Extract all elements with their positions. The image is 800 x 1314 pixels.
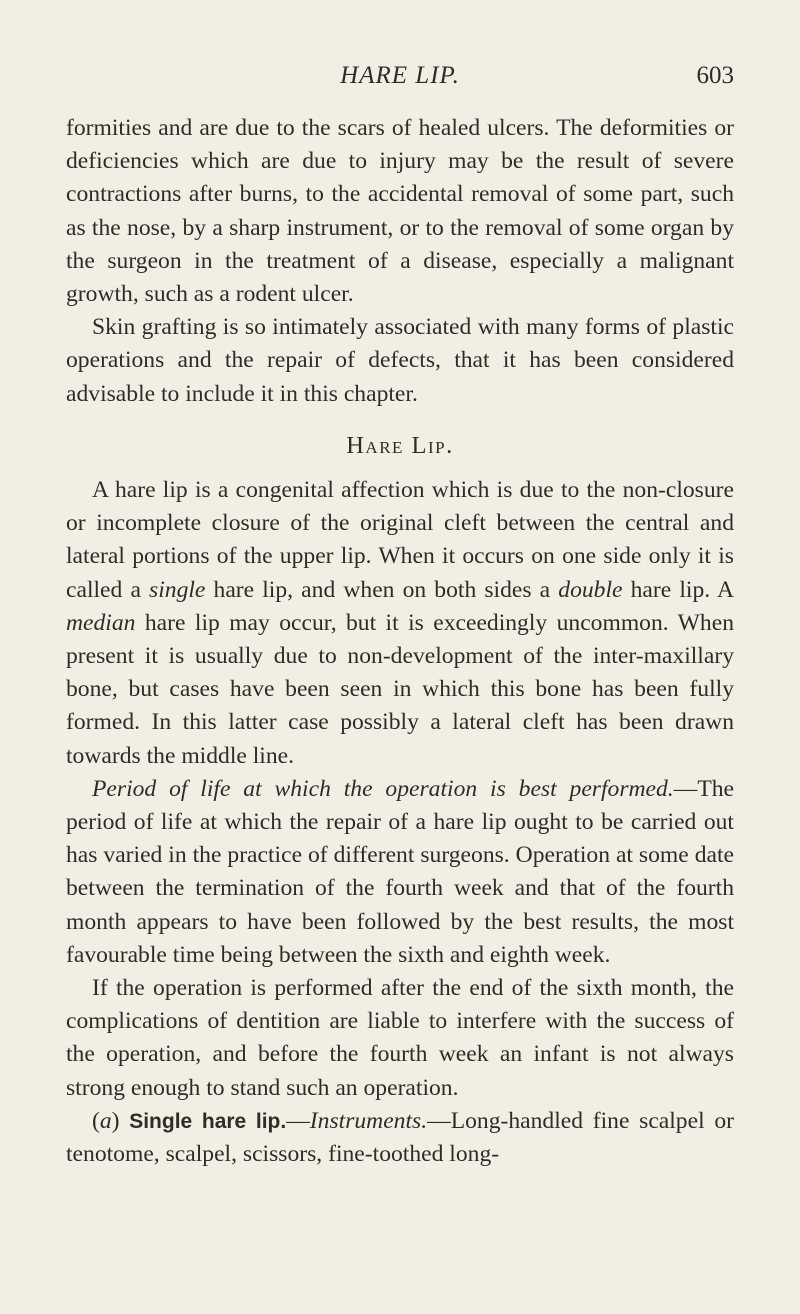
list-letter: a: [99, 1107, 112, 1134]
body-text: [66, 112, 734, 1171]
paren: ): [111, 1107, 130, 1134]
paragraph: Skin grafting is so intimately associated with many forms of plastic operations and the repair of defects, that it has been considered advisable to include it in this chapter.: [66, 314, 734, 407]
paragraph: If the operation is performed after the end of the sixth month, the complications of dentition are liable to interfere with the success of the operation, and before the fourth week an infant is not always strong enough to stand such an operation.: [66, 975, 734, 1101]
dash: —: [286, 1107, 310, 1134]
paragraph: [66, 773, 734, 972]
text-run: hare lip. A: [622, 576, 735, 603]
run-in-heading: Period of life at which the operation is best performed.: [92, 775, 674, 802]
text-run: hare lip may occur, but it is exceedingly uncommon. When present it is usually due to non-development of the inter-maxillary bone, but cases have been seen in which this bone has been fully formed. In this latter case possibly a lateral cleft has been drawn towards the middle line.: [66, 609, 734, 769]
text-run: The period of life at which the repair of a hare lip ought to be carried out has varied in the practice of different surgeons. Operation at some date between the termination of the fourth week and that of the fourth month appears to have been followed by the best results, the most favourable time being between the sixth and eighth week.: [66, 775, 734, 968]
text-run: hare lip, and when on both sides a: [205, 576, 559, 603]
paragraph: [66, 1105, 734, 1171]
emphasis: double: [558, 576, 623, 603]
dash: —: [427, 1107, 451, 1134]
text-run: Long-handled fine scalpel or tenotome, scalpel, scissors, fine-toothed long-: [66, 1107, 734, 1168]
dash: —: [673, 775, 698, 802]
emphasis: single: [149, 576, 206, 603]
text-run: A hare lip is a congenital affection which is due to the non-closure or incomplete closure of the original cleft between the central and lateral portions of the upper lip. When it occurs on one side only it is called a: [66, 477, 734, 603]
subheading: Single hare lip.: [129, 1109, 287, 1133]
paren: (: [92, 1107, 100, 1134]
section-heading: Hare Lip.: [346, 431, 454, 459]
page-number: 603: [696, 62, 734, 89]
running-head: [66, 62, 734, 96]
paragraph: formities and are due to the scars of healed ulcers. The deformities or deficiencies which are due to injury may be the result of severe contractions after burns, to the accidental removal of some part, such as the nose, by a sharp instrument, or to the removal of some organ by the surgeon in the treatment of a disease, especially a malignant growth, such as a rodent ulcer.: [66, 115, 734, 308]
running-head-title: HARE LIP.: [340, 62, 460, 89]
run-in-heading: Instruments.: [309, 1107, 428, 1134]
paragraph: [66, 474, 734, 773]
emphasis: median: [66, 609, 136, 636]
